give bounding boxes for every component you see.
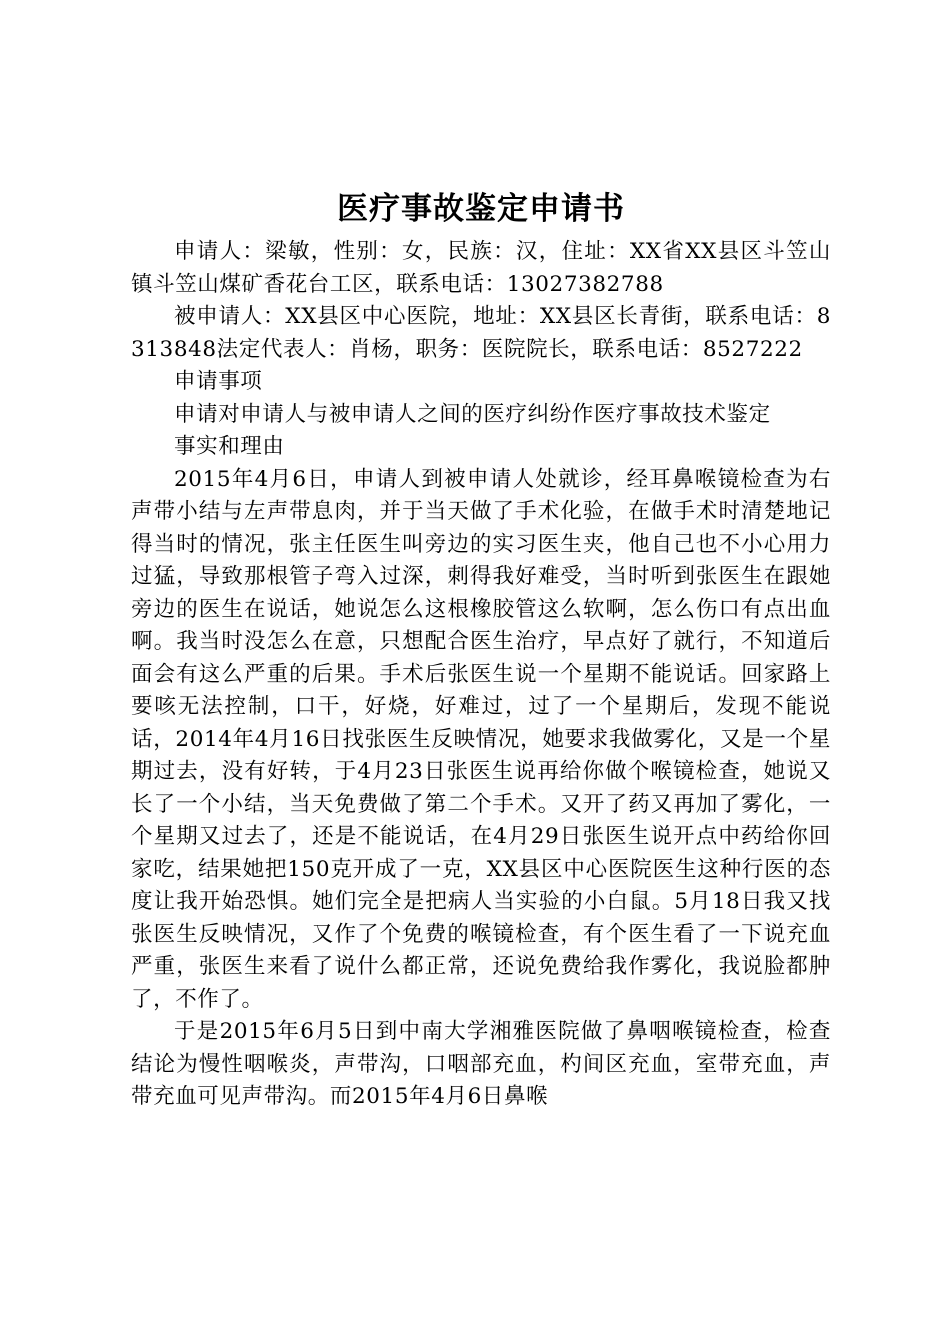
facts-heading: 事实和理由 — [174, 434, 285, 459]
document-title: 医疗事故鉴定申请书 — [337, 191, 625, 227]
respondent-paragraph: 被申请人：XX县区中心医院，地址：XX县区长青街，联系电话：8313848法定代表人：肖杨，职务：医院院长，联系电话：8527222 — [131, 304, 831, 362]
applicant-paragraph: 申请人：梁敏，性别：女，民族：汉，住址：XX省XX县区斗笠山镇斗笠山煤矿香花台工区，联系电话：13027382788 — [131, 239, 831, 297]
request-paragraph: 申请对申请人与被申请人之间的医疗纠纷作医疗事故技术鉴定 — [174, 401, 771, 427]
request-heading: 申请事项 — [174, 369, 263, 394]
facts-paragraph: 2015年4月6日，申请人到被申请人处就诊，经耳鼻喉镜检查为右声带小结与左声带息肉，并于当天做了手术化验，在做手术时清楚地记得当时的情况，张主任医生叫旁边的实习医生夹，他自己也不小心用力过猛，导致那根管子弯入过深，刺得我好难受，当时听到张医生在跟她旁边的医生在说话，她说怎么这根橡胶管这么软啊，怎么伤口有点出血啊。我当时没怎么在意，只想配合医生治疗，早点好了就行，不知道后面会有这么严重的后果。手术后张医生说一个星期不能说话。回家路上要咳无法控制，口干，好烧，好难过，过了一个星期后，发现不能说话，2014年4月16日找张医生反映情况，她要求我做雾化，又是一个星期过去，没有好转，于4月23日张医生说再给你做个喉镜检查，她说又长了一个小结，当天免费做了第二个手术。又开了药又再加了雾化，一个星期又过去了，还是不能说话，在4月29日张医生说开点中药给你回家吃，结果她把150克开成了一克，XX县区中心医院医生这种行医的态度让我开始恐惧。她们完全是把病人当实验的小白鼠。5月18日我又找张医生反映情况，又作了个免费的喉镜检查，有个医生看了一下说充血严重，张医生来看了说什么都正常，还说免费给我作雾化，我说脸都肿了，不作了。 — [131, 466, 831, 1012]
facts-paragraph-continued: 于是2015年6月5日到中南大学湘雅医院做了鼻咽喉镜检查，检查结论为慢性咽喉炎，声带沟，口咽部充血，杓间区充血，室带充血，声带充血可见声带沟。而2015年4月6日鼻喉 — [131, 1019, 831, 1109]
document-body — [131, 182, 831, 1114]
